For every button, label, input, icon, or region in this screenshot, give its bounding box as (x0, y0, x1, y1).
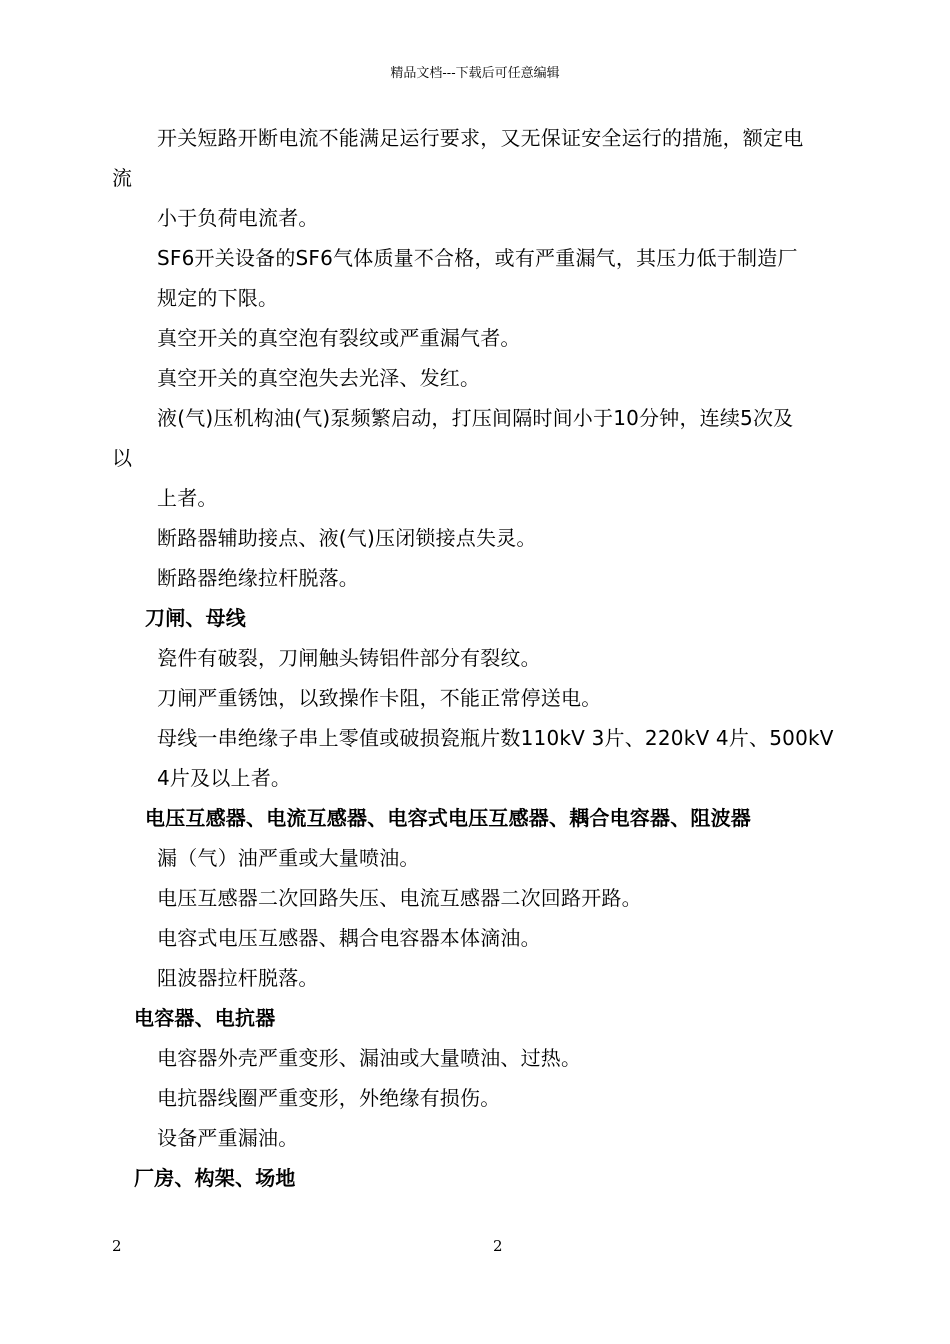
body-line: 刀闸严重锈蚀，以致操作卡阻，不能正常停送电。 (157, 686, 602, 710)
body-line: 电容式电压互感器、耦合电容器本体滴油。 (157, 926, 541, 950)
body-line: 真空开关的真空泡有裂纹或严重漏气者。 (157, 326, 521, 350)
body-line: 开关短路开断电流不能满足运行要求，又无保证安全运行的措施，额定电 (157, 126, 804, 150)
body-line: 以 (112, 446, 133, 470)
page-header: 精品文档---下载后可任意编辑 (390, 66, 560, 81)
section-heading: 厂房、构架、场地 (134, 1166, 296, 1190)
body-line: 流 (112, 166, 133, 190)
body-line: 设备严重漏油。 (157, 1126, 299, 1150)
page-number-left: 2 (112, 1237, 122, 1255)
body-line: 电压互感器二次回路失压、电流互感器二次回路开路。 (157, 886, 642, 910)
section-heading: 刀闸、母线 (145, 606, 246, 630)
body-line: 小于负荷电流者。 (157, 206, 319, 230)
body-line: 断路器绝缘拉杆脱落。 (157, 566, 359, 590)
body-line: 电抗器线圈严重变形，外绝缘有损伤。 (157, 1086, 501, 1110)
section-heading: 电容器、电抗器 (134, 1006, 276, 1030)
body-line: 上者。 (157, 486, 218, 510)
body-line: 液(气)压机构油(气)泵频繁启动，打压间隔时间小于10分钟，连续5次及 (157, 406, 794, 430)
document-body (112, 118, 892, 1198)
section-heading: 电压互感器、电流互感器、电容式电压互感器、耦合电容器、阻波器 (145, 806, 751, 830)
body-line: SF6开关设备的SF6气体质量不合格，或有严重漏气，其压力低于制造厂 (157, 246, 798, 270)
body-line: 电容器外壳严重变形、漏油或大量喷油、过热。 (157, 1046, 582, 1070)
body-line: 阻波器拉杆脱落。 (157, 966, 319, 990)
body-line: 漏（气）油严重或大量喷油。 (157, 846, 420, 870)
body-line: 规定的下限。 (157, 286, 279, 310)
body-line: 真空开关的真空泡失去光泽、发红。 (157, 366, 481, 390)
body-line: 4片及以上者。 (157, 766, 292, 790)
body-line: 断路器辅助接点、液(气)压闭锁接点失灵。 (157, 526, 537, 550)
page-number-center: 2 (493, 1237, 503, 1255)
body-line: 母线一串绝缘子串上零值或破损瓷瓶片数110kV 3片、220kV 4片、500kV (157, 726, 834, 750)
body-line: 瓷件有破裂，刀闸触头铸铝件部分有裂纹。 (157, 646, 541, 670)
